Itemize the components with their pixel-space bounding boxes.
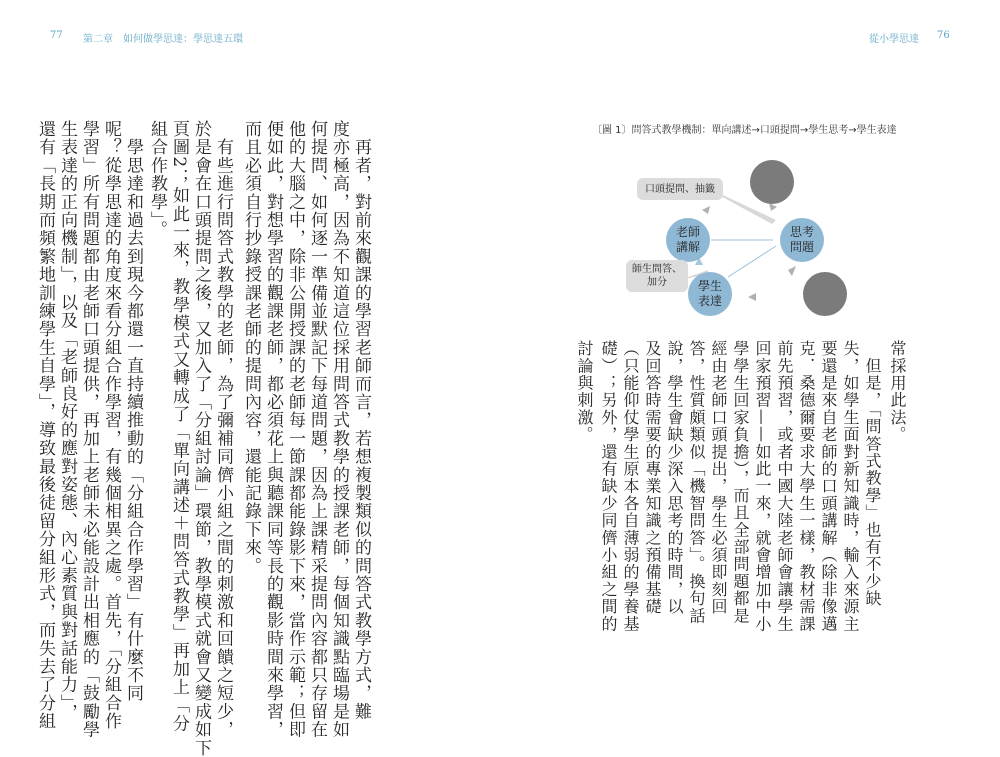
- text-column: 而且必須自行抄錄授課老師的提問內容，還能記錄下來。: [241, 120, 261, 575]
- right-page: [500, 0, 1000, 707]
- text-column: 礎）；另外，還有缺少同儕小組之間的: [599, 340, 618, 633]
- gray-node-bottom: [803, 272, 847, 316]
- text-column: 何提問、如何逐一準備並默記下每道問題，因為上課精采提問內容都只存留在: [307, 120, 327, 739]
- right-page-number: 76: [937, 30, 950, 41]
- text-column: 組合作教學」。: [147, 120, 167, 239]
- right-running-header: 從小學思達: [869, 34, 919, 45]
- callout-teacher-student-qa: 師生問答、加分: [626, 260, 688, 292]
- text-column: 回家預習——如此一來，就會增加中小: [753, 340, 772, 633]
- text-column: 但是，「問答式教學」也有不少缺: [863, 340, 882, 608]
- text-column: 學思達和過去到現今都還一直持續推動的「分組合作學習」有什麼不同: [123, 120, 143, 703]
- text-column: 學學生回家負擔），而且全部問題都是: [731, 340, 750, 625]
- left-page-number: 77: [50, 30, 63, 41]
- text-column: 便如此，對想學習的觀課老師，都必須花上與聽課同等長的觀影時間來學習，: [263, 120, 283, 739]
- text-column: 他的大腦之中，除非公開授課的老師每一節課都能錄影下來，當作示範；但即: [285, 120, 305, 739]
- left-running-header: 第二章 如何做學思達：學思達五環: [83, 34, 243, 45]
- text-column: 常採用此法。: [888, 340, 907, 444]
- cycle-arrow-4: [748, 293, 756, 301]
- text-column: 答，性質頗類似「機智問答」。換句話: [687, 340, 706, 625]
- node-student-express: 學生表達: [688, 272, 732, 316]
- cycle-arrow-1: [702, 206, 710, 214]
- text-column: 討論與刺激。: [575, 340, 594, 444]
- figure-caption: 〔圖 1〕問答式教學機制：單向講述→口頭提問→學生思考→學生表達: [592, 125, 897, 136]
- node-teacher-explain: 老師講解: [666, 218, 710, 262]
- text-column: 有些進行問答式教學的老師，為了彌補同儕小組之間的刺激和回饋之短少，: [213, 120, 233, 739]
- gray-node-top: [750, 160, 794, 204]
- text-column: 再者，對前來觀課的學習老師而言，若想複製類似的問答式教學方式，難: [351, 120, 371, 721]
- text-column: （只能仰仗學生原本各自薄弱的學養基: [621, 340, 640, 633]
- arrow-think-to-express: [728, 246, 776, 277]
- text-column: 說，學生會缺少深入思考的時間，以: [665, 340, 684, 616]
- text-column: 度亦極高，因為不知道這位採用問答式教學的授課老師，每個知識點臨場是如: [329, 120, 349, 739]
- callout-oral-question: 口頭提問、抽籤: [637, 178, 723, 200]
- text-column: 失，如學生面對新知識時，輸入來源主: [841, 340, 860, 633]
- text-column: 經由老師口頭提出，學生必須即刻回: [709, 340, 728, 616]
- qa-teaching-diagram: [632, 160, 870, 320]
- text-column: 生表達的正向機制」，以及「老師良好的應對姿態、內心素質與對話能力」，: [57, 120, 77, 722]
- text-column: 克．桑德爾要求大學生一樣，教材需課: [797, 340, 816, 633]
- text-column: 前先預習，或者中國大陸老師會讓學生: [775, 340, 794, 633]
- text-column: 及回答時需要的專業知識之預備基礎: [643, 340, 662, 616]
- cycle-arrow-2: [769, 203, 777, 211]
- text-column: 呢？從學思達的角度來看分組合作學習，有幾個相異之處。首先，「分組合作: [101, 120, 121, 731]
- text-column: 於是會在口頭提問之後，又加入了「分組討論」環節，教學模式就會又變成如下: [191, 120, 211, 757]
- node-think-question: 思考問題: [780, 218, 824, 262]
- text-column: 頁圖2；如此一來，教學模式又轉成了「單向講述＋問答式教學」再加上「分: [169, 120, 189, 733]
- cycle-arrow-3: [788, 266, 796, 276]
- text-column: 學習」所有問題都由老師口頭提供，再加上老師未必能設計出相應的「鼓勵學: [79, 120, 99, 739]
- text-column: 要還是來自老師的口頭講解（除非像邁: [819, 340, 838, 633]
- text-column: 還有「長期而頻繁地訓練學生自學」，導致最後徒留分組形式，而失去了分組: [35, 120, 55, 731]
